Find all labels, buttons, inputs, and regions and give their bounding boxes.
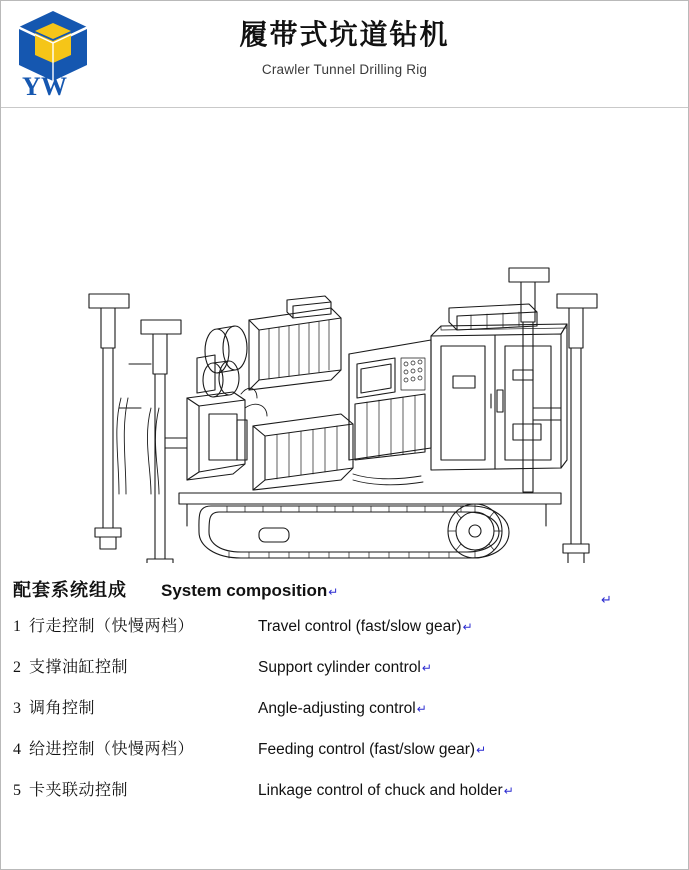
list-item-mark: ↵ xyxy=(503,784,514,798)
list-item-label-cn: 支撑油缸控制 xyxy=(29,659,129,676)
drilling-rig-drawing xyxy=(1,108,689,563)
title-block xyxy=(1,19,688,77)
list-item-number: 3 xyxy=(13,700,21,717)
page-title-cn: 履带式坑道钻机 xyxy=(239,20,450,51)
list-item-label-cn: 调角控制 xyxy=(29,700,96,717)
list-item-mark: ↵ xyxy=(416,702,427,716)
composition-list xyxy=(1,613,689,818)
section-heading xyxy=(1,576,689,602)
list-item xyxy=(1,695,689,736)
list-item-number: 1 xyxy=(13,618,21,635)
svg-text:Y: Y xyxy=(22,72,41,99)
section-heading-cn: 配套系统组成 xyxy=(13,580,127,600)
section-heading-en: System composition xyxy=(161,581,328,600)
list-item-label-cn: 行走控制（快慢两档） xyxy=(29,618,195,635)
figure-paragraph-mark: ↵ xyxy=(601,592,612,607)
list-item xyxy=(1,777,689,818)
list-item-number: 2 xyxy=(13,659,21,676)
list-item-label-en: Angle-adjusting control xyxy=(258,700,416,717)
list-item-number: 5 xyxy=(13,782,21,799)
list-item xyxy=(1,736,689,777)
list-item xyxy=(1,613,689,654)
list-item-number: 4 xyxy=(13,741,21,758)
list-item-label-cn: 卡夹联动控制 xyxy=(29,782,129,799)
list-item-mark: ↵ xyxy=(476,743,487,757)
system-composition-section xyxy=(1,576,689,818)
svg-text:W: W xyxy=(41,72,67,99)
list-item-mark: ↵ xyxy=(462,620,473,634)
section-heading-mark: ↵ xyxy=(328,585,339,599)
list-item xyxy=(1,654,689,695)
list-item-label-en: Travel control (fast/slow gear) xyxy=(258,618,462,635)
page-header xyxy=(1,1,688,108)
page-title-en: Crawler Tunnel Drilling Rig xyxy=(261,62,428,77)
list-item-label-en: Feeding control (fast/slow gear) xyxy=(258,741,476,758)
list-item-label-cn: 给进控制（快慢两档） xyxy=(29,741,195,758)
list-item-label-en: Support cylinder control xyxy=(258,659,421,676)
list-item-label-en: Linkage control of chuck and holder xyxy=(258,782,503,799)
list-item-mark: ↵ xyxy=(421,661,432,675)
